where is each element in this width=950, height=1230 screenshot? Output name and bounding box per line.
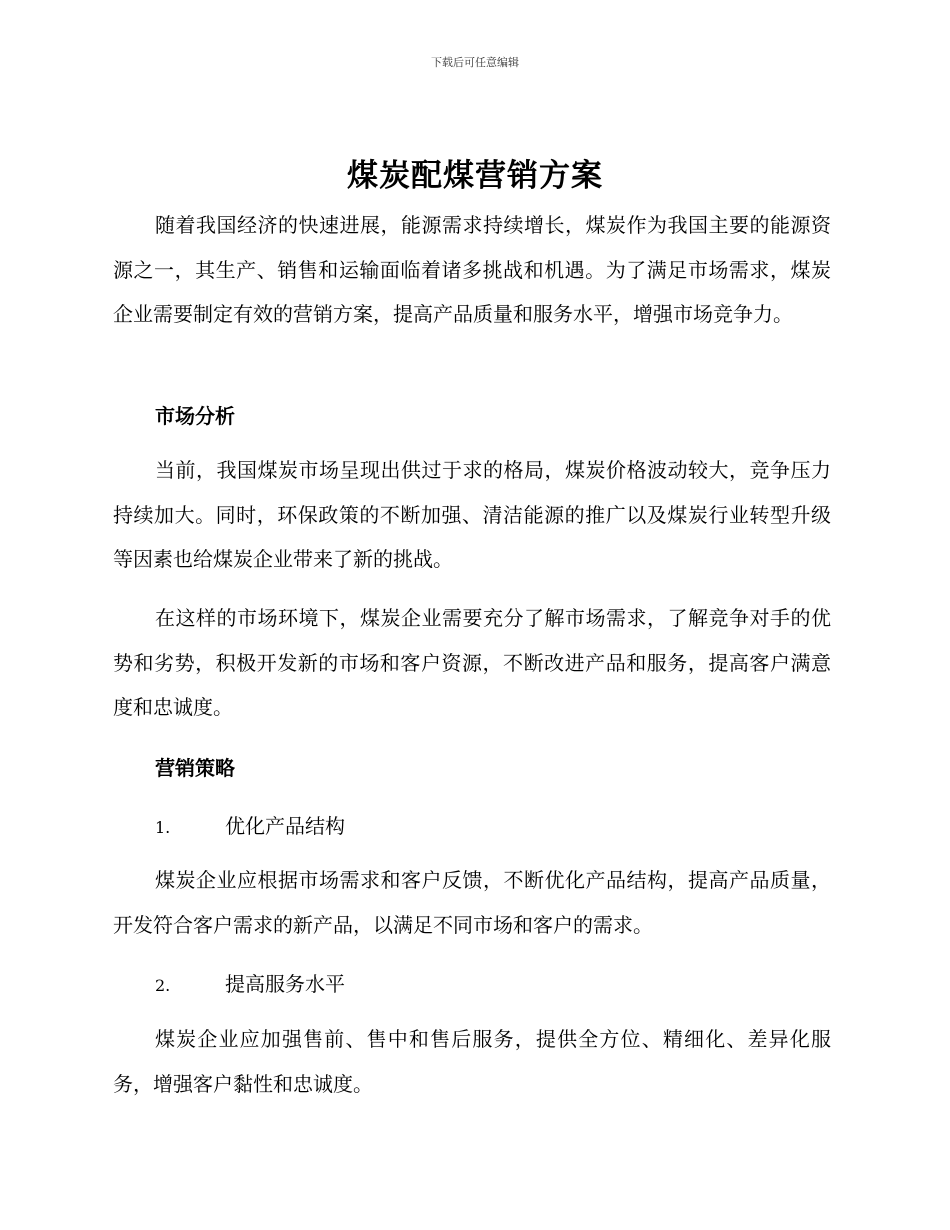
intro-paragraph: 随着我国经济的快速进展，能源需求持续增长，煤炭作为我国主要的能源资源之一，其生产、销售和运输面临着诸多挑战和机遇。为了满足市场需求，煤炭企业需要制定有效的营销方案，提高产品质量和服务水平，增强市场竞争力。 bbox=[113, 213, 831, 326]
list-item-2 bbox=[155, 968, 345, 997]
list-item-number: 1. bbox=[155, 818, 171, 837]
list-item-title: 提高服务水平 bbox=[225, 972, 345, 996]
market-paragraph-2: 在这样的市场环境下，煤炭企业需要充分了解市场需求，了解竞争对手的优势和劣势，积极开发新的市场和客户资源，不断改进产品和服务，提高客户满意度和忠诚度。 bbox=[113, 606, 831, 719]
document-title: 煤炭配煤营销方案 bbox=[347, 158, 603, 194]
section-heading-market-analysis: 市场分析 bbox=[155, 404, 235, 428]
list-item-1 bbox=[155, 810, 345, 839]
list-item-title: 优化产品结构 bbox=[225, 814, 345, 838]
strategy-paragraph-1: 煤炭企业应根据市场需求和客户反馈，不断优化产品结构，提高产品质量，开发符合客户需求的新产品，以满足不同市场和客户的需求。 bbox=[113, 868, 831, 937]
market-paragraph-1: 当前，我国煤炭市场呈现出供过于求的格局，煤炭价格波动较大，竞争压力持续加大。同时，环保政策的不断加强、清洁能源的推广以及煤炭行业转型升级等因素也给煤炭企业带来了新的挑战。 bbox=[113, 458, 831, 571]
section-heading-marketing-strategy: 营销策略 bbox=[155, 756, 235, 780]
header-note: 下载后可任意编辑 bbox=[431, 56, 519, 69]
strategy-paragraph-2: 煤炭企业应加强售前、售中和售后服务，提供全方位、精细化、差异化服务，增强客户黏性和忠诚度。 bbox=[113, 1027, 831, 1096]
list-item-number: 2. bbox=[155, 976, 171, 995]
